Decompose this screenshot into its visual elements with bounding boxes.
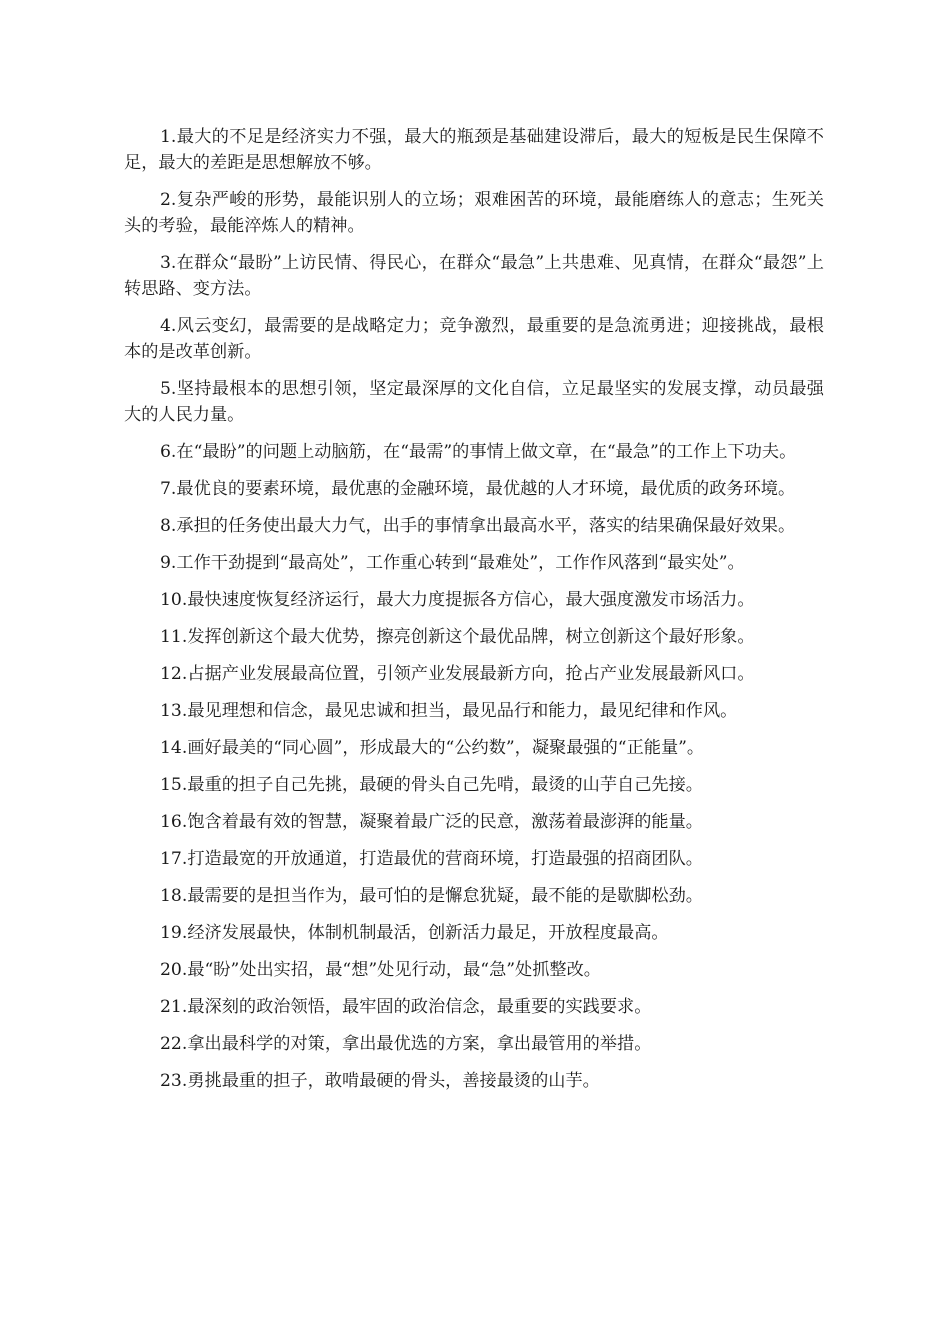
list-item: 20.最“盼”处出实招，最“想”处见行动，最“急”处抓整改。: [160, 960, 601, 980]
list-item: 10.最快速度恢复经济运行，最大力度提振各方信心，最大强度激发市场活力。: [160, 590, 755, 610]
list-item: 16.饱含着最有效的智慧，凝聚着最广泛的民意，激荡着最澎湃的能量。: [160, 812, 703, 832]
list-item: 7.最优良的要素环境，最优惠的金融环境，最优越的人才环境，最优质的政务环境。: [160, 479, 796, 499]
list-item: 5.坚持最根本的思想引领，坚定最深厚的文化自信，立足最坚实的发展支撑，动员最强大的人民力量。: [124, 379, 824, 425]
list-item: 6.在“最盼”的问题上动脑筋，在“最需”的事情上做文章，在“最急”的工作上下功夫。: [160, 442, 797, 462]
list-item: 3.在群众“最盼”上访民情、得民心，在群众“最急”上共患难、见真情，在群众“最怨”上转思路、变方法。: [124, 253, 824, 299]
document-body: [124, 124, 824, 1105]
list-item: 13.最见理想和信念，最见忠诚和担当，最见品行和能力，最见纪律和作风。: [160, 701, 738, 721]
list-item: 1.最大的不足是经济实力不强，最大的瓶颈是基础建设滞后，最大的短板是民生保障不足，最大的差距是思想解放不够。: [124, 127, 824, 173]
list-item: 15.最重的担子自己先挑，最硬的骨头自己先啃，最烫的山芋自己先接。: [160, 775, 703, 795]
list-item: 21.最深刻的政治领悟，最牢固的政治信念，最重要的实践要求。: [160, 997, 652, 1017]
list-item: 4.风云变幻，最需要的是战略定力；竞争激烈，最重要的是急流勇进；迎接挑战，最根本的是改革创新。: [124, 316, 824, 362]
list-item: 23.勇挑最重的担子，敢啃最硬的骨头，善接最烫的山芋。: [160, 1071, 600, 1091]
list-item: 12.占据产业发展最高位置，引领产业发展最新方向，抢占产业发展最新风口。: [160, 664, 755, 684]
list-item: 17.打造最宽的开放通道，打造最优的营商环境，打造最强的招商团队。: [160, 849, 703, 869]
list-item: 22.拿出最科学的对策，拿出最优选的方案，拿出最管用的举措。: [160, 1034, 652, 1054]
list-item: 8.承担的任务使出最大力气，出手的事情拿出最高水平，落实的结果确保最好效果。: [160, 516, 796, 536]
list-item: 2.复杂严峻的形势，最能识别人的立场；艰难困苦的环境，最能磨练人的意志；生死关头的考验，最能淬炼人的精神。: [124, 190, 824, 236]
list-item: 14.画好最美的“同心圆”，形成最大的“公约数”，凝聚最强的“正能量”。: [160, 738, 705, 758]
list-item: 11.发挥创新这个最大优势，擦亮创新这个最优品牌，树立创新这个最好形象。: [160, 627, 755, 647]
list-item: 9.工作干劲提到“最高处”，工作重心转到“最难处”，工作作风落到“最实处”。: [160, 553, 745, 573]
list-item: 18.最需要的是担当作为，最可怕的是懈怠犹疑，最不能的是歇脚松劲。: [160, 886, 703, 906]
list-item: 19.经济发展最快，体制机制最活，创新活力最足，开放程度最高。: [160, 923, 669, 943]
